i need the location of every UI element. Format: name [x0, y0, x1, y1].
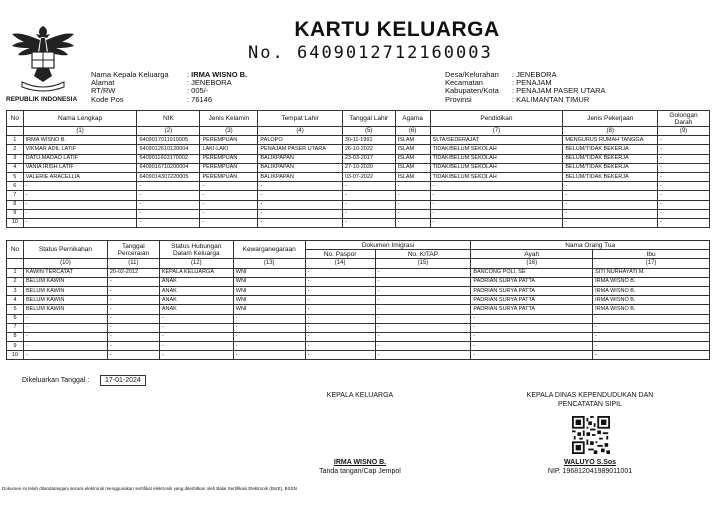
kepala-keluarga-label: KEPALA KELUARGA: [326, 392, 394, 399]
table-row: [7, 200, 710, 209]
table-cell: VANIA IRISH LATIF: [23, 163, 137, 172]
table-cell: 03-07-2022: [342, 172, 395, 181]
table-cell: PALOPO: [258, 136, 342, 145]
table-cell: 6409016710200004: [137, 163, 200, 172]
table-cell: -: [23, 332, 107, 341]
table-cell: TIDAK/BELUM SEKOLAH: [430, 172, 563, 181]
table-cell: PADRIAN SURYA PATTA: [471, 296, 593, 305]
table-cell: IRMA WISNO B.: [593, 277, 710, 286]
table-cell: -: [375, 296, 471, 305]
table-row: [7, 218, 710, 227]
table-cell: -: [305, 286, 375, 295]
table-cell: 8: [7, 332, 24, 341]
table-cell: -: [342, 218, 395, 227]
table-cell: -: [159, 314, 233, 323]
table-cell: -: [159, 323, 233, 332]
table-cell: 23-03-2017: [342, 154, 395, 163]
table-cell: -: [137, 218, 200, 227]
table-cell: WNI: [233, 296, 305, 305]
document-number: No. 6409012712160003: [248, 43, 493, 63]
table-cell: 10: [7, 218, 24, 227]
table-cell: VALERIE ARACELLIA: [23, 172, 137, 181]
table-cell: PADRIAN SURYA PATTA: [471, 286, 593, 295]
table-cell: -: [23, 209, 137, 218]
header-no-kitap: No. KITAP: [375, 250, 471, 259]
info-left-values: : IRMA WISNO B. : JENEBORA : 005/- : 76146: [187, 70, 248, 104]
table-row: [7, 163, 710, 172]
kepala-dinas-name: WALUYO S.Sos: [563, 459, 617, 466]
table-cell: -: [375, 332, 471, 341]
table-cell: SLTA/SEDERAJAT: [430, 136, 563, 145]
table-row: [7, 209, 710, 218]
kepala-dinas-nip: NIP. 196812041989011001: [547, 468, 633, 475]
table-cell: PEREMPUAN: [200, 172, 258, 181]
header-tanggal-lahir: Tanggal Lahir: [342, 111, 395, 127]
table-cell: -: [107, 323, 159, 332]
table-cell: -: [305, 296, 375, 305]
table-cell: -: [658, 172, 710, 181]
table-cell: -: [342, 191, 395, 200]
table-cell: 1: [7, 268, 24, 277]
table-cell: -: [23, 351, 107, 360]
table-cell: LAKI-LAKI: [200, 145, 258, 154]
table-cell: KEPALA KELUARGA: [159, 268, 233, 277]
table-row: [7, 296, 710, 305]
table-row: [7, 351, 710, 360]
kepala-dinas-label-1: KEPALA DINAS KEPENDUDUKAN DAN: [526, 392, 654, 399]
table-cell: -: [471, 342, 593, 351]
table-cell: BELUM/TIDAK BEKERJA: [563, 145, 658, 154]
table-cell: PEREMPUAN: [200, 136, 258, 145]
table-cell: 9: [7, 209, 24, 218]
page-title: KARTU KELUARGA: [294, 18, 500, 41]
table-cell: -: [658, 209, 710, 218]
table-row: [7, 268, 710, 277]
table-cell: BELUM KAWIN: [23, 305, 107, 314]
table-cell: 7: [7, 191, 24, 200]
table-cell: -: [305, 342, 375, 351]
header-tempat-lahir: Tempat Lahir: [258, 111, 342, 127]
table-cell: 6409017011910005: [137, 136, 200, 145]
table-cell: 5: [7, 172, 24, 181]
table-cell: 6409012610120004: [137, 145, 200, 154]
table-cell: -: [471, 332, 593, 341]
dikeluarkan-label: Dikeluarkan Tanggal :: [22, 377, 90, 384]
table-cell: MENGURUS RUMAH TANGGA: [563, 136, 658, 145]
table-cell: BELUM/TIDAK BEKERJA: [563, 154, 658, 163]
table-cell: 6409014307220005: [137, 172, 200, 181]
table-cell: PADRIAN SURYA PATTA: [471, 277, 593, 286]
table-cell: -: [137, 209, 200, 218]
header-agama: Agama: [395, 111, 430, 127]
kepala-keluarga-sub: Tanda tangan/Cap Jempol: [319, 468, 401, 475]
table-cell: -: [305, 277, 375, 286]
table-cell: 3: [7, 154, 24, 163]
table-cell: WNI: [233, 286, 305, 295]
country-label: REPUBLIK INDONESIA: [6, 96, 78, 103]
header-nik: NIK: [137, 111, 200, 127]
header-kewarganegaraan: Kewarganegaraan: [233, 241, 305, 259]
table-cell: -: [658, 218, 710, 227]
table-cell: 2: [7, 277, 24, 286]
info-left-labels: Nama Kepala Keluarga Alamat RT/RW Kode Pos: [91, 70, 169, 104]
table-row: [7, 323, 710, 332]
table-cell: -: [258, 200, 342, 209]
table-cell: -: [258, 182, 342, 191]
table-cell: -: [471, 323, 593, 332]
table-cell: IRMA WISNO B.: [593, 286, 710, 295]
table-cell: ISLAM: [395, 145, 430, 154]
table-cell: -: [395, 200, 430, 209]
table-cell: PEREMPUAN: [200, 163, 258, 172]
table-row: [7, 314, 710, 323]
table-cell: -: [375, 268, 471, 277]
table-cell: -: [233, 323, 305, 332]
table-cell: -: [563, 218, 658, 227]
table-cell: -: [233, 342, 305, 351]
table-cell: -: [107, 314, 159, 323]
table-cell: -: [23, 323, 107, 332]
header-nama-orang-tua: Nama Orang Tua: [471, 241, 710, 250]
table-cell: -: [395, 218, 430, 227]
table-cell: -: [593, 342, 710, 351]
kepala-keluarga-name: IRMA WISNO B.: [333, 459, 387, 466]
table-cell: 7: [7, 323, 24, 332]
header-nama: Nama Lengkap: [23, 111, 137, 127]
table-cell: -: [305, 332, 375, 341]
table-cell: PADRIAN SURYA PATTA: [471, 305, 593, 314]
table-cell: 6409011603170002: [137, 154, 200, 163]
table-cell: -: [658, 154, 710, 163]
table-cell: -: [375, 351, 471, 360]
table-cell: BELUM/TIDAK BEKERJA: [563, 172, 658, 181]
table-cell: -: [305, 314, 375, 323]
table-cell: BALIKPAPAN: [258, 172, 342, 181]
table-cell: -: [375, 314, 471, 323]
table-row: [7, 136, 710, 145]
table-cell: -: [200, 182, 258, 191]
table-cell: -: [375, 286, 471, 295]
header2-no: No: [7, 241, 24, 259]
header-jenis-kelamin: Jenis Kelamin: [200, 111, 258, 127]
table-cell: -: [430, 191, 563, 200]
table-cell: -: [137, 191, 200, 200]
table-cell: -: [342, 200, 395, 209]
table-cell: BALIKPAPAN: [258, 163, 342, 172]
info-right-labels: Desa/Kelurahan Kecamatan Kabupaten/Kota Provinsi: [445, 70, 499, 104]
table-cell: -: [471, 314, 593, 323]
table-row: [7, 145, 710, 154]
header-no-paspor: No. Paspor: [305, 250, 375, 259]
table-cell: -: [430, 218, 563, 227]
table-cell: -: [395, 209, 430, 218]
table-cell: TIDAK/BELUM SEKOLAH: [430, 145, 563, 154]
table-cell: BANCONG POLI, SE: [471, 268, 593, 277]
table-cell: 1: [7, 136, 24, 145]
table-cell: BELUM KAWIN: [23, 277, 107, 286]
table-cell: 9: [7, 342, 24, 351]
table-cell: -: [107, 351, 159, 360]
table-cell: BELUM/TIDAK BEKERJA: [563, 163, 658, 172]
table-cell: -: [430, 182, 563, 191]
table-cell: ISLAM: [395, 154, 430, 163]
table-cell: PENAJAM PASER UTARA: [258, 145, 342, 154]
table-cell: -: [200, 191, 258, 200]
table-cell: -: [258, 191, 342, 200]
table-cell: 20-02-2012: [107, 268, 159, 277]
table-cell: -: [23, 200, 137, 209]
table-cell: 3: [7, 286, 24, 295]
table-cell: -: [658, 191, 710, 200]
header-no: No: [7, 111, 24, 127]
table-cell: 6: [7, 182, 24, 191]
table-cell: VIKMAR ADIL LATIF: [23, 145, 137, 154]
table-cell: PEREMPUAN: [200, 154, 258, 163]
table-cell: -: [23, 314, 107, 323]
table-cell: ANAK: [159, 296, 233, 305]
table-cell: WNI: [233, 277, 305, 286]
table-row: [7, 172, 710, 181]
table-cell: TIDAK/BELUM SEKOLAH: [430, 163, 563, 172]
table-cell: -: [159, 351, 233, 360]
table-row: [7, 332, 710, 341]
table-cell: 10: [7, 351, 24, 360]
table-cell: -: [375, 342, 471, 351]
table-row: [7, 154, 710, 163]
header-golongan-darah: Golongan Darah: [658, 111, 710, 127]
table-cell: -: [107, 342, 159, 351]
table-cell: 26-10-2022: [342, 145, 395, 154]
table-cell: -: [305, 323, 375, 332]
table-cell: -: [137, 182, 200, 191]
table-cell: -: [658, 145, 710, 154]
table-cell: -: [23, 342, 107, 351]
table-cell: TIDAK/BELUM SEKOLAH: [430, 154, 563, 163]
header-dokumen-imigrasi: Dokumen Imigrasi: [305, 241, 471, 250]
table-cell: 4: [7, 296, 24, 305]
table-cell: -: [563, 182, 658, 191]
table-row: [7, 305, 710, 314]
table-cell: -: [563, 191, 658, 200]
table-cell: -: [159, 332, 233, 341]
table-cell: -: [395, 191, 430, 200]
family-status-table: [6, 240, 710, 360]
qr-code-icon: [572, 416, 610, 454]
table-cell: -: [107, 277, 159, 286]
table-cell: -: [563, 209, 658, 218]
table-cell: DATU MADAO LATIF: [23, 154, 137, 163]
table-cell: ANAK: [159, 305, 233, 314]
table-cell: -: [233, 332, 305, 341]
table-cell: WNI: [233, 305, 305, 314]
table-cell: WNI: [233, 268, 305, 277]
table-row: [7, 277, 710, 286]
table-cell: -: [200, 200, 258, 209]
table-cell: -: [593, 332, 710, 341]
header-tanggal-perceraian: Tanggal Perceraian: [107, 241, 159, 259]
dikeluarkan-date: 17-01-2024: [100, 375, 146, 386]
table-cell: -: [233, 351, 305, 360]
table-cell: 5: [7, 305, 24, 314]
header-status-pernikahan: Status Pernikahan: [23, 241, 107, 259]
table-cell: 8: [7, 200, 24, 209]
table-cell: -: [395, 182, 430, 191]
table-cell: -: [233, 314, 305, 323]
header-ibu: Ibu: [593, 250, 710, 259]
table-cell: -: [200, 218, 258, 227]
table-cell: -: [200, 209, 258, 218]
table-cell: -: [137, 200, 200, 209]
table-cell: -: [159, 342, 233, 351]
table-cell: ISLAM: [395, 136, 430, 145]
table-cell: -: [23, 218, 137, 227]
table-cell: -: [430, 200, 563, 209]
table-cell: -: [258, 209, 342, 218]
table-cell: -: [107, 296, 159, 305]
table-cell: -: [107, 305, 159, 314]
header-pekerjaan: Jenis Pekerjaan: [563, 111, 658, 127]
table-cell: -: [375, 323, 471, 332]
table-cell: -: [563, 200, 658, 209]
table-cell: -: [593, 351, 710, 360]
table-row: [7, 286, 710, 295]
header-pendidikan: Pendidikan: [430, 111, 563, 127]
table-cell: KAWIN TERCATAT: [23, 268, 107, 277]
table-cell: BELUM KAWIN: [23, 286, 107, 295]
table-cell: -: [593, 323, 710, 332]
table-cell: -: [305, 351, 375, 360]
table-cell: -: [258, 218, 342, 227]
table-cell: -: [658, 200, 710, 209]
table-cell: IRMA WISNO B.: [23, 136, 137, 145]
table-cell: 30-11-1991: [342, 136, 395, 145]
table-cell: -: [342, 182, 395, 191]
family-members-table: [6, 110, 710, 228]
table-cell: -: [375, 305, 471, 314]
table-cell: -: [658, 163, 710, 172]
table-cell: 4: [7, 163, 24, 172]
table-cell: -: [658, 182, 710, 191]
electronic-signature-note: Dokumen ini telah ditandatangani secara elektronik menggunakan sertifikat elektronik yang diterbitkan oleh Balai Sertifikasi Elektronik (BsrE), BSSN: [2, 486, 297, 491]
table-cell: -: [593, 314, 710, 323]
kepala-dinas-label-2: PENCATATAN SIPIL: [557, 401, 623, 408]
table-cell: ISLAM: [395, 163, 430, 172]
header-ayah: Ayah: [471, 250, 593, 259]
info-right-values: : JENEBORA : PENAJAM : PENAJAM PASER UTARA : KALIMANTAN TIMUR: [512, 70, 606, 104]
column-numbers-row: (1) (2) (3) (4) (5) (6) (7) (8) (9): [7, 127, 710, 136]
table-row: [7, 182, 710, 191]
table-cell: -: [305, 305, 375, 314]
table-cell: -: [23, 191, 137, 200]
table-cell: -: [430, 209, 563, 218]
table-cell: ANAK: [159, 286, 233, 295]
column-numbers-row-2: (10) (11) (12) (13) (14) (15) (16) (17): [7, 259, 710, 268]
table-row: [7, 191, 710, 200]
table-cell: -: [471, 351, 593, 360]
table-cell: SITI NURHAYATI M.: [593, 268, 710, 277]
table-cell: -: [342, 209, 395, 218]
header-status-hubungan: Status Hubungan Dalam Keluarga: [159, 241, 233, 259]
table-cell: ANAK: [159, 277, 233, 286]
table-cell: 2: [7, 145, 24, 154]
table-cell: 6: [7, 314, 24, 323]
table-cell: -: [23, 182, 137, 191]
table-cell: -: [107, 332, 159, 341]
table-row: [7, 342, 710, 351]
table-cell: ISLAM: [395, 172, 430, 181]
table-cell: IRMA WISNO B.: [593, 305, 710, 314]
table-cell: -: [375, 277, 471, 286]
table-cell: -: [305, 268, 375, 277]
table-cell: BELUM KAWIN: [23, 296, 107, 305]
table-cell: 27-10-2020: [342, 163, 395, 172]
table-cell: -: [658, 136, 710, 145]
table-cell: IRMA WISNO B.: [593, 296, 710, 305]
table-cell: -: [107, 286, 159, 295]
table-cell: BALIKPAPAN: [258, 154, 342, 163]
